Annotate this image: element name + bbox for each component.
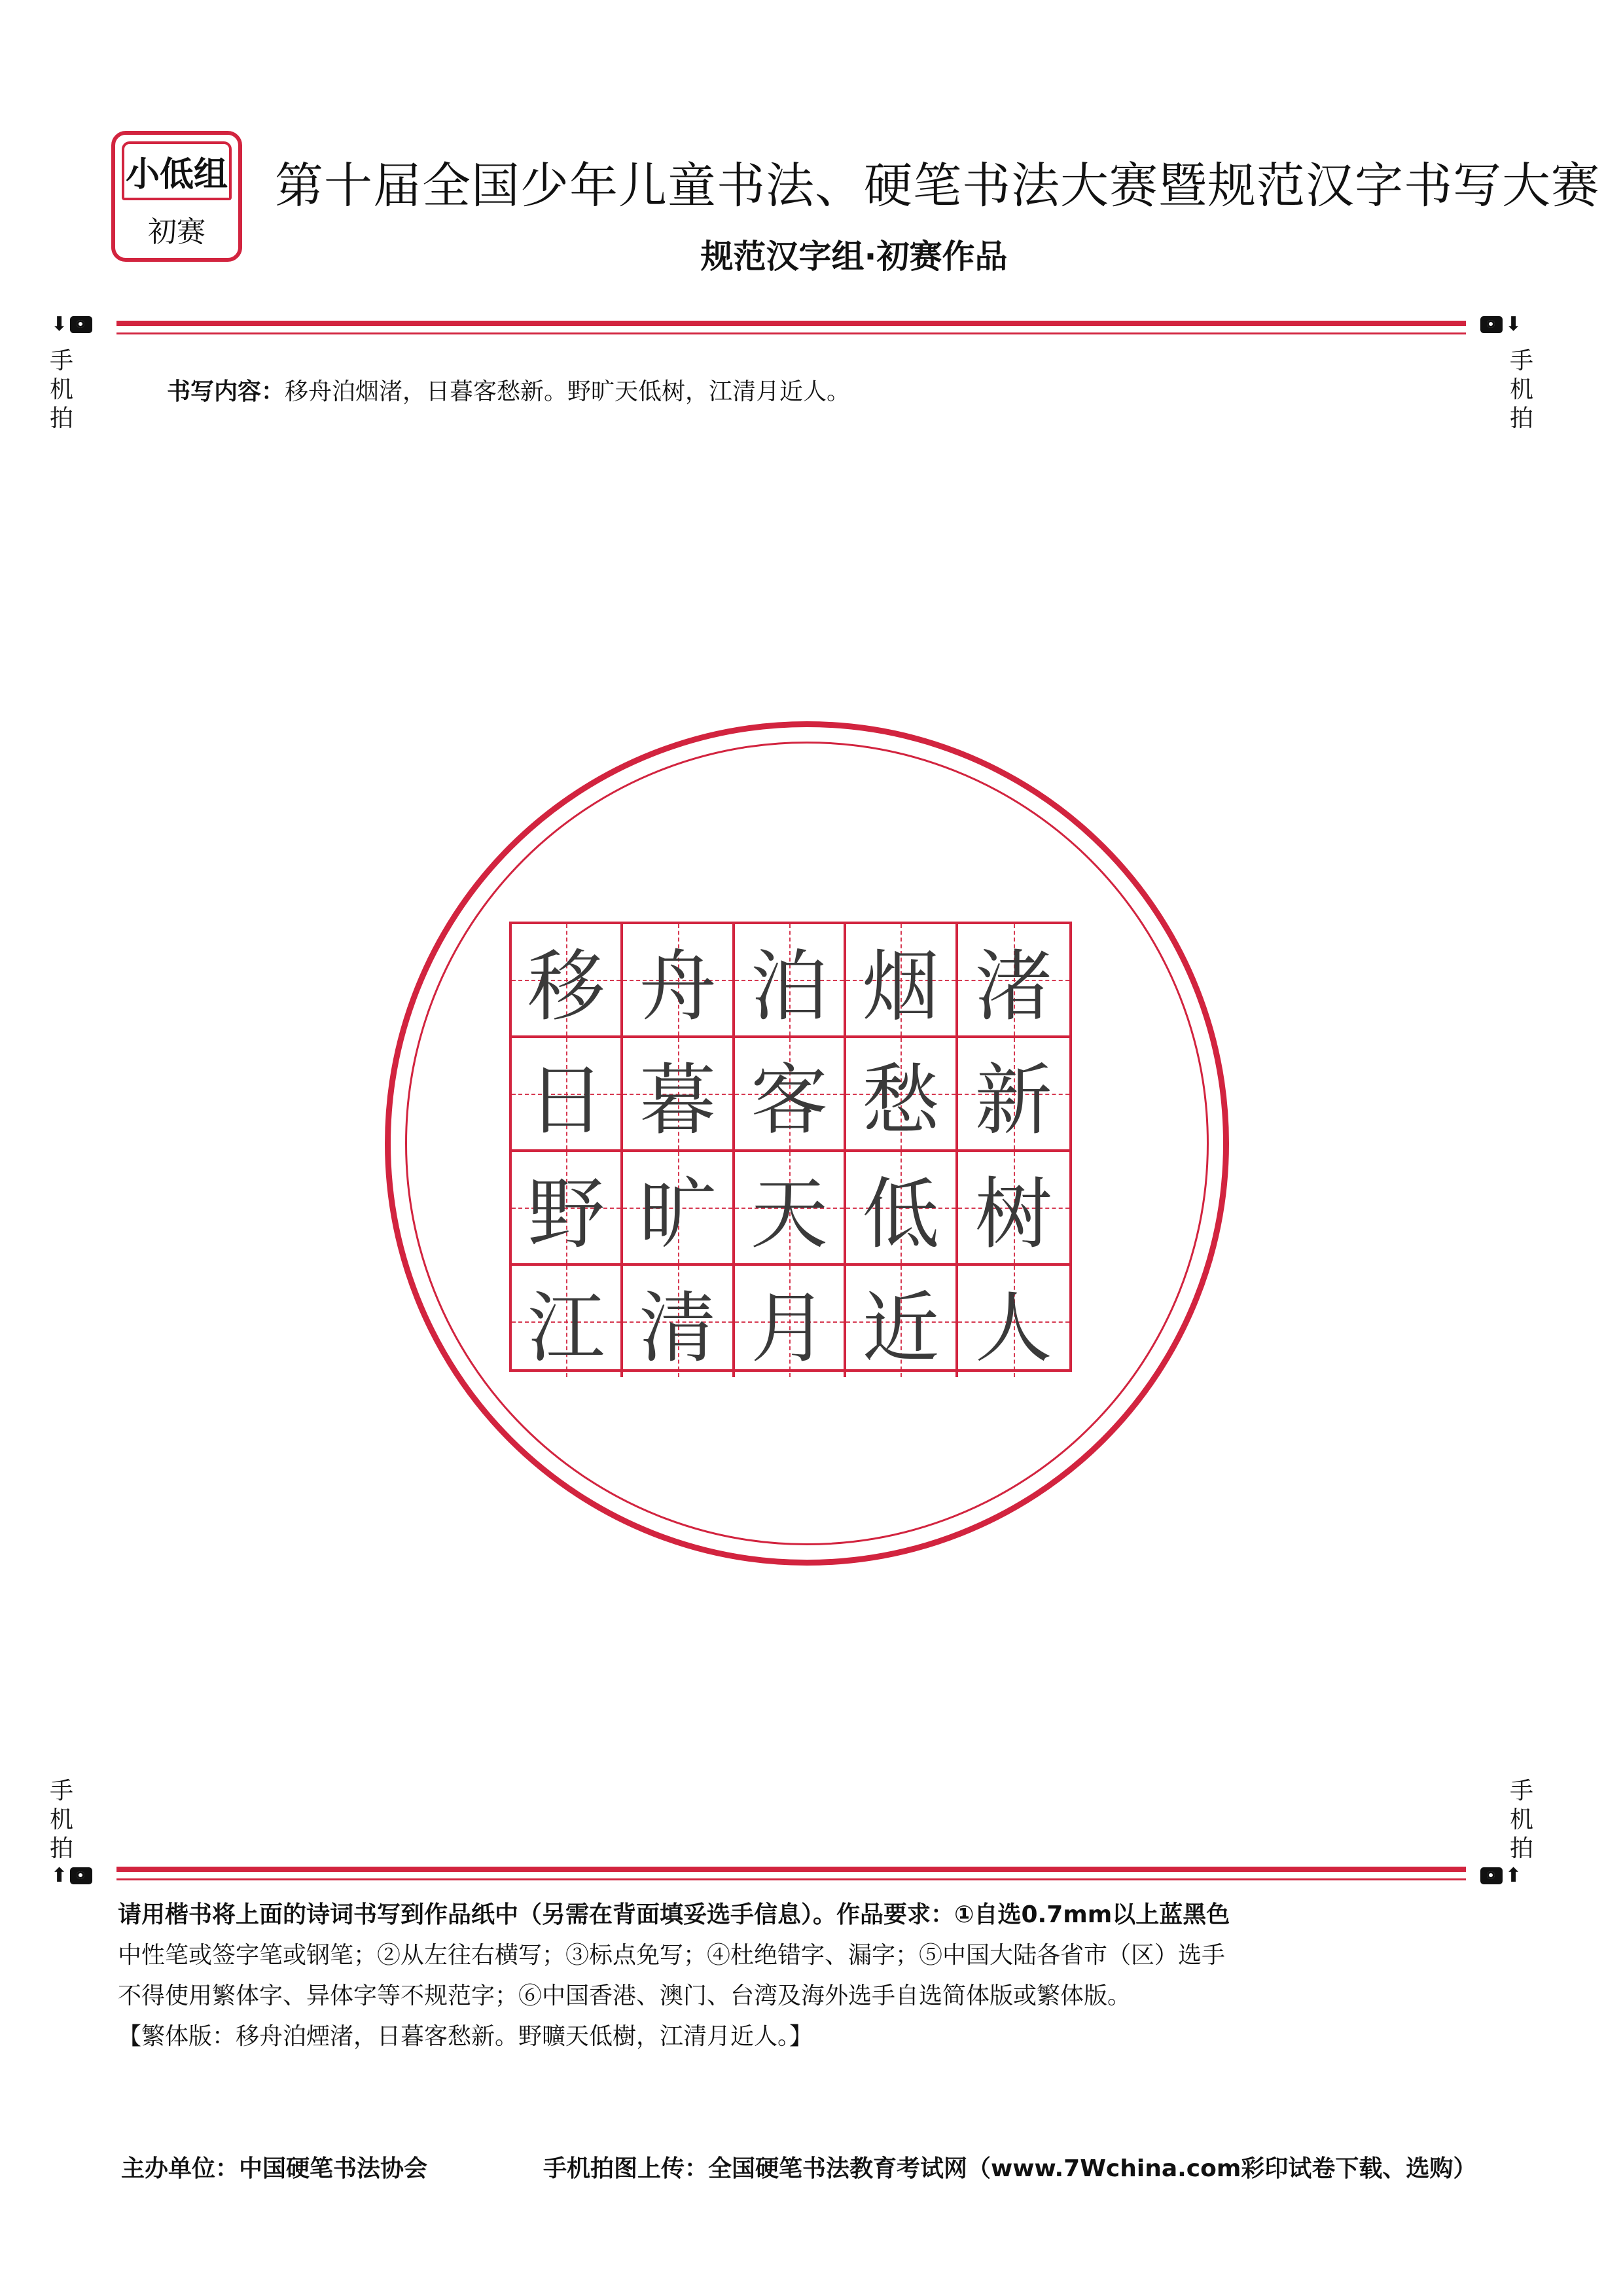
writing-content [167,373,850,406]
arrow-down-icon: ⬇ [1505,313,1522,336]
camera-icon [70,316,92,333]
camera-icon [1480,316,1503,333]
photo-marker-top-left [51,313,92,336]
page-subtitle: 规范汉字组·初赛作品 [700,238,1008,276]
photo-marker-text-top-right: 手 机 拍 [1509,348,1533,432]
grid-cell: 清 [623,1266,734,1377]
grid-cell: 渚 [958,924,1069,1038]
photo-marker-text-bottom-right: 手 机 拍 [1509,1778,1533,1862]
camera-icon [70,1867,92,1884]
footer-organizer: 主办单位：中国硬笔书法协会 [121,2155,428,2182]
arrow-up-icon: ⬆ [51,1864,68,1887]
photo-marker-bottom-right [1480,1864,1522,1887]
grid-cell: 低 [846,1152,957,1266]
grid-cell: 月 [735,1266,846,1377]
footer-upload: 手机拍图上传：全国硬笔书法教育考试网（www.7Wchina.com彩印试卷下载、选购） [543,2155,1477,2182]
grid-cell: 旷 [623,1152,734,1266]
grid-cell: 江 [512,1266,623,1377]
requirements-block [118,1895,1479,2057]
grid-cell: 新 [958,1038,1069,1152]
grid-cell: 暮 [623,1038,734,1152]
arrow-up-icon: ⬆ [1505,1864,1522,1887]
arrow-down-icon: ⬇ [51,313,68,336]
photo-marker-text-top-left: 手 机 拍 [49,348,73,432]
photo-marker-bottom-left [51,1864,92,1887]
grid-cell: 客 [735,1038,846,1152]
grid-cell: 烟 [846,924,957,1038]
requirements-line-2: 中性笔或签字笔或钢笔；②从左往右横写；③标点免写；④杜绝错字、漏字；⑤中国大陆各省市（区）选手 [118,1942,1226,1969]
photo-marker-top-right [1480,313,1522,336]
writing-content-label: 书写内容： [167,378,285,405]
grid-cell: 日 [512,1038,623,1152]
photo-marker-text-bottom-left: 手 机 拍 [49,1778,73,1862]
grid-cell: 天 [735,1152,846,1266]
grid-cell: 移 [512,924,623,1038]
badge-group-label: 小低组 [122,141,232,200]
grid-cell: 泊 [735,924,846,1038]
requirements-line-3: 不得使用繁体字、异体字等不规范字；⑥中国香港、澳门、台湾及海外选手自选简体版或繁体版。 [118,1982,1132,2009]
requirements-traditional: 【繁体版：移舟泊煙渚，日暮客愁新。野曠天低樹，江清月近人。】 [118,2023,813,2050]
grid-cell: 树 [958,1152,1069,1266]
camera-icon [1480,1867,1503,1884]
writing-grid [509,922,1072,1372]
requirements-line-1: 请用楷书将上面的诗词书写到作品纸中（另需在背面填妥选手信息）。作品要求：①自选0.7mm以上蓝黑色 [118,1901,1230,1928]
page-title: 第十届全国少年儿童书法、硬笔书法大赛暨规范汉字书写大赛 [275,158,1600,214]
grid-cell: 野 [512,1152,623,1266]
grid-cell: 愁 [846,1038,957,1152]
badge-stage-label: 初赛 [148,215,205,249]
grid-cell: 舟 [623,924,734,1038]
grid-cell: 近 [846,1266,957,1377]
grid-cell: 人 [958,1266,1069,1377]
writing-content-text: 移舟泊烟渚，日暮客愁新。野旷天低树，江清月近人。 [285,378,851,405]
